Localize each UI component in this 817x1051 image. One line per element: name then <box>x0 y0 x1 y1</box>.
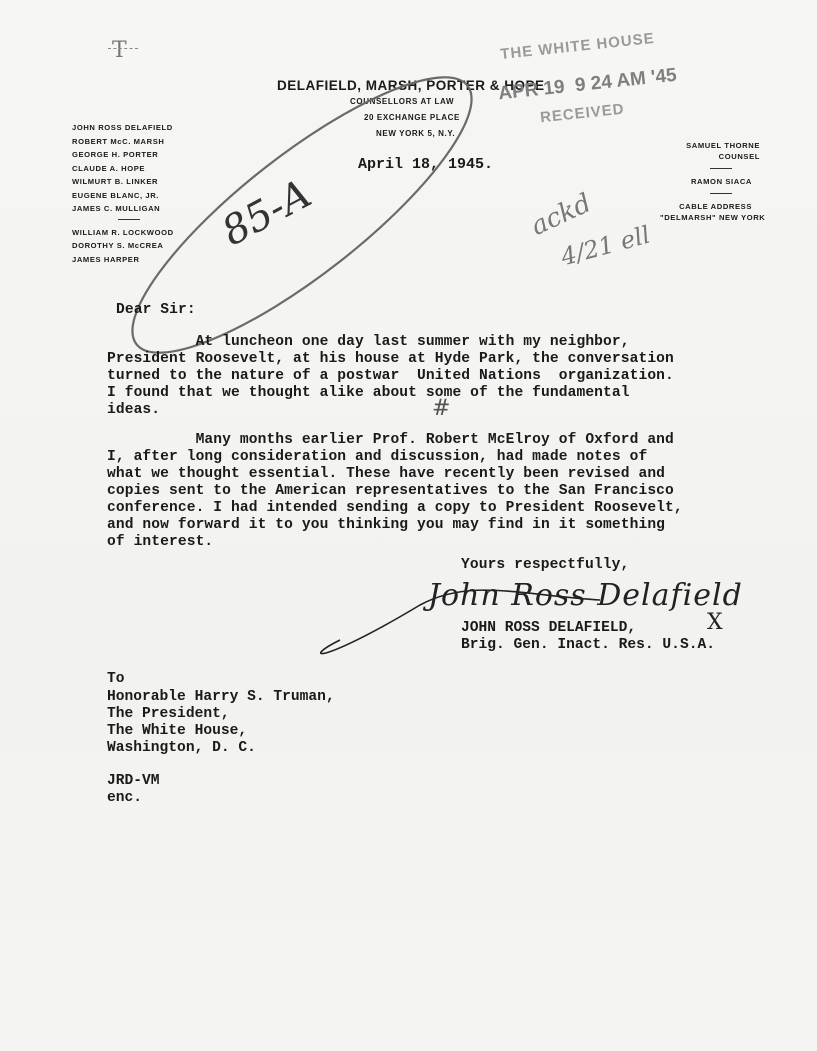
partner-name: JAMES C. MULLIGAN <box>72 204 161 213</box>
recipient-line: The President, <box>107 706 230 722</box>
x-mark: X <box>707 610 723 635</box>
recipient-line: To <box>107 671 125 687</box>
partner-name: CLAUDE A. HOPE <box>72 163 146 173</box>
paragraph-line: I, after long consideration and discussion, had made notes of <box>107 449 648 465</box>
closing: Yours respectfully, <box>461 557 630 573</box>
paragraph-line: and now forward it to you thinking you may find in it something <box>107 517 666 533</box>
signer-title: Brig. Gen. Inact. Res. U.S.A. <box>461 637 715 653</box>
top-left-dashes <box>108 48 138 50</box>
recipient-line: Honorable Harry S. Truman, <box>107 689 335 705</box>
received-stamp-line-3: RECEIVED <box>539 100 626 127</box>
letter-date: April 18, 1945. <box>358 156 494 173</box>
firm-line-1: COUNSELLORS AT LAW <box>350 97 455 106</box>
paragraph-line: copies sent to the American representatives to the San Francisco <box>107 483 674 499</box>
recipient-line: Washington, D. C. <box>107 740 256 756</box>
paragraph-line: Many months earlier Prof. Robert McElroy of Oxford and <box>107 432 674 448</box>
firm-name: DELAFIELD, MARSH, PORTER & HOPE <box>277 78 545 93</box>
divider <box>710 168 732 169</box>
partner-name: GEORGE H. PORTER <box>72 150 159 159</box>
received-stamp-line-2: APR 19 9 24 AM '45 <box>497 64 678 105</box>
partner-name: EUGENE BLANC, JR. <box>72 190 159 200</box>
salutation: Dear Sir: <box>116 302 196 318</box>
associate-name: WILLIAM R. LOCKWOOD <box>72 227 174 237</box>
enclosure-note: enc. <box>107 790 143 806</box>
partner-name: ROBERT McC. MARSH <box>72 136 165 146</box>
associate-name: DOROTHY S. McCREA <box>72 241 164 250</box>
signer-name: JOHN ROSS DELAFIELD, <box>461 620 637 636</box>
paragraph-line: conference. I had intended sending a copy to President Roosevelt, <box>107 500 683 516</box>
recipient-line: The White House, <box>107 723 248 739</box>
divider <box>118 219 140 220</box>
counsel-title: COUNSEL <box>718 152 760 161</box>
paragraph-line: of interest. <box>107 534 214 550</box>
file-number: 85-A <box>214 170 319 256</box>
divider <box>710 193 732 194</box>
firm-line-3: NEW YORK 5, N.Y. <box>376 129 456 138</box>
counsel-column <box>660 140 766 223</box>
typist-initials: JRD-VM <box>107 773 160 789</box>
partners-list <box>72 121 174 266</box>
associate-name: JAMES HARPER <box>72 254 140 264</box>
hash-mark: # <box>432 396 451 421</box>
partner-name: WILMURT B. LINKER <box>72 177 159 186</box>
ack-note-1: ackd <box>526 188 596 242</box>
paragraph-line: what we thought essential. These have recently been revised and <box>107 466 666 482</box>
ack-note-2: 4/21 ell <box>557 220 654 272</box>
cable-label: CABLE ADDRESS <box>679 202 752 211</box>
top-left-mark: T <box>112 38 127 63</box>
counsel-name: SAMUEL THORNE <box>686 141 760 150</box>
paragraph-line: turned to the nature of a postwar United Nations organization. <box>107 368 674 384</box>
received-stamp-line-1: THE WHITE HOUSE <box>499 29 656 64</box>
partner-name: JOHN ROSS DELAFIELD <box>72 123 173 132</box>
cable-value: "DELMARSH" NEW YORK <box>660 213 766 222</box>
paragraph-line: At luncheon one day last summer with my neighbor, <box>107 334 630 350</box>
paragraph-line: President Roosevelt, at his house at Hyde Park, the conversation <box>107 351 674 367</box>
paragraph-line: I found that we thought alike about some of the fundamental <box>107 385 630 401</box>
signature: John Ross Delafield <box>428 578 743 613</box>
paragraph-line: ideas. <box>107 402 161 418</box>
counsel-other: RAMON SIACA <box>690 177 752 186</box>
firm-line-2: 20 EXCHANGE PLACE <box>364 113 460 122</box>
